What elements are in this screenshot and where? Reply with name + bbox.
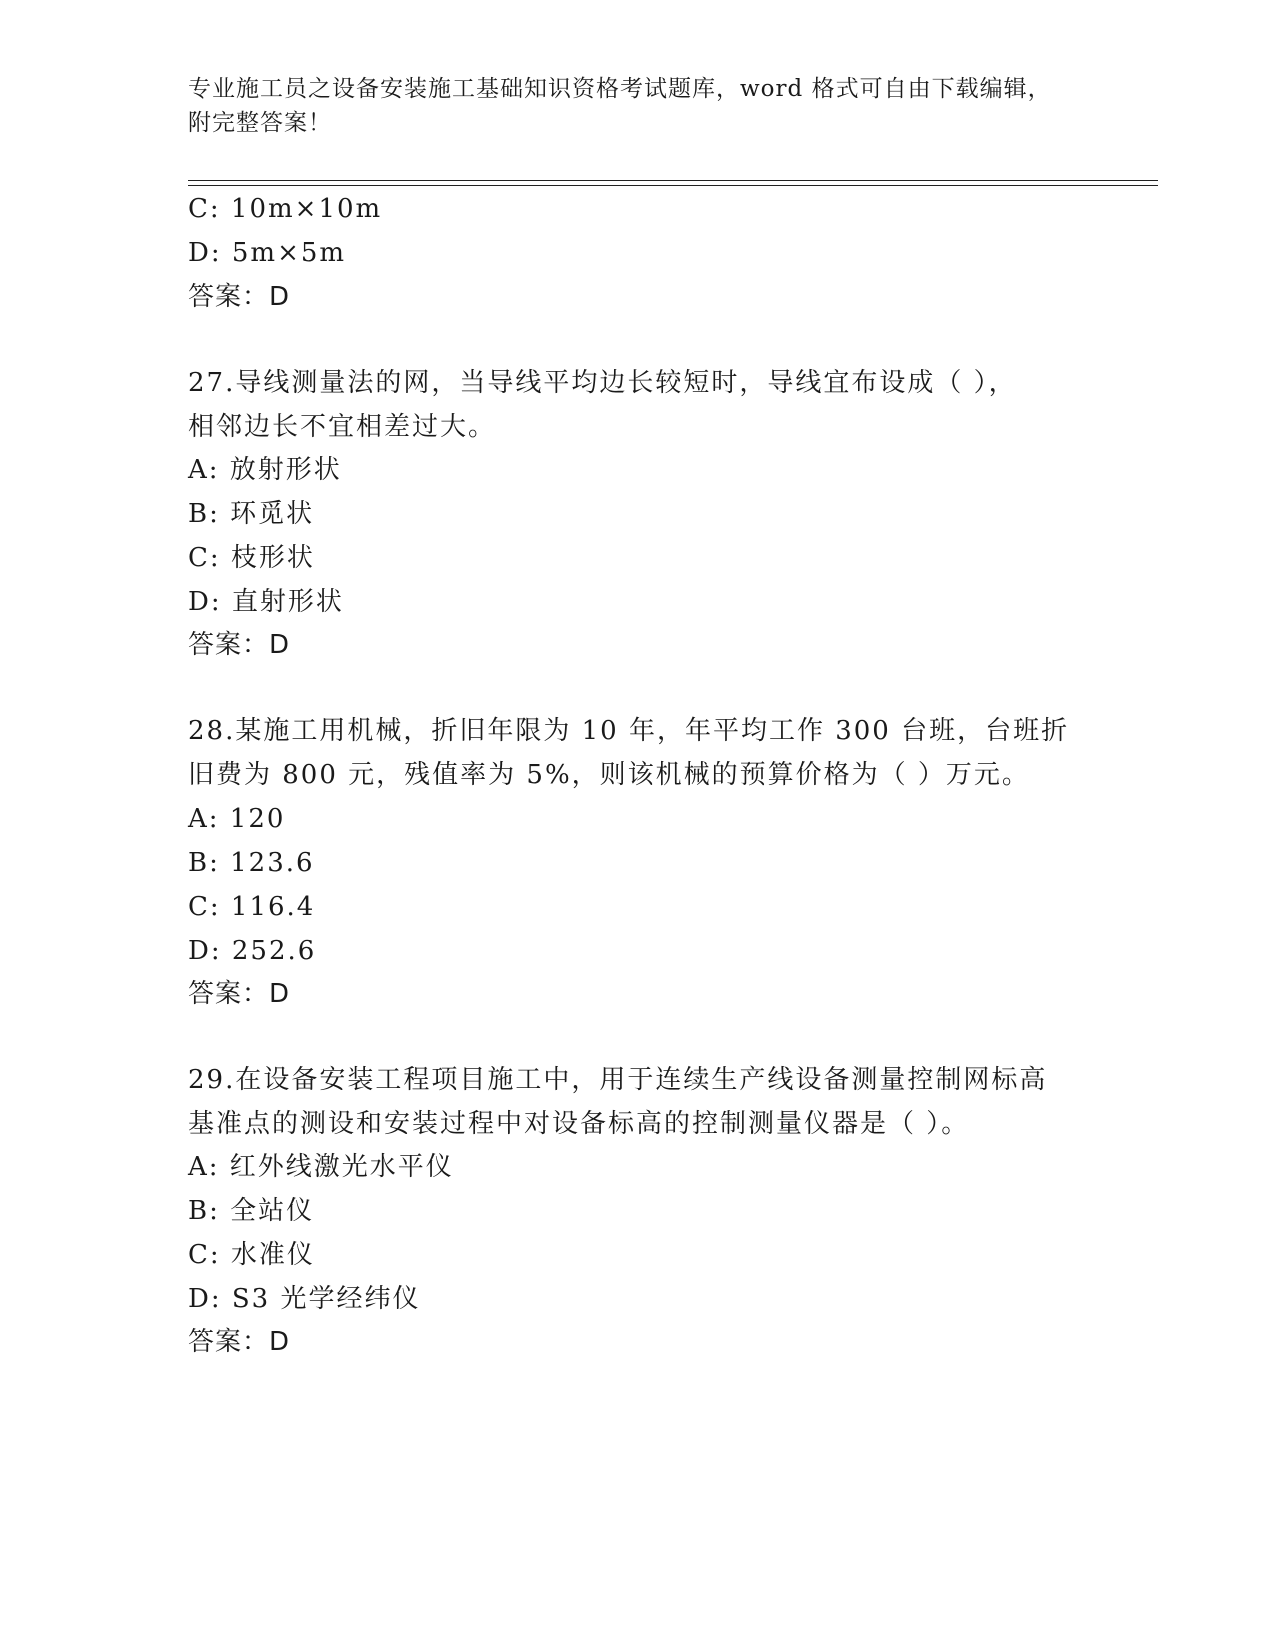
- option-a: A: 120: [188, 804, 286, 834]
- option-d: D: 直射形状: [188, 587, 344, 617]
- question-28-line-2: 旧费为 800 元，残值率为 5%，则该机械的预算价格为（ ）万元。: [188, 760, 1030, 790]
- option-c: C: 水准仪: [188, 1240, 315, 1270]
- option-d: D: 252.6: [188, 936, 317, 966]
- header-divider-bottom: [188, 185, 1158, 186]
- header-divider-top: [188, 180, 1158, 181]
- option-c: C: 116.4: [188, 892, 316, 922]
- answer-line: 答案：D: [188, 282, 291, 312]
- answer-line: 答案：D: [188, 1327, 291, 1357]
- question-29-line-1: 29.在设备安装工程项目施工中，用于连续生产线设备测量控制网标高: [188, 1065, 1048, 1095]
- option-b: B: 全站仪: [188, 1196, 315, 1226]
- option-d: D: S3 光学经纬仪: [188, 1284, 421, 1314]
- question-28-line-1: 28.某施工用机械，折旧年限为 10 年，年平均工作 300 台班，台班折: [188, 716, 1070, 746]
- question-27-line-1: 27.导线测量法的网，当导线平均边长较短时，导线宜布设成（ ），: [188, 368, 1017, 398]
- option-b: B: 环觅状: [188, 499, 315, 529]
- option-b: B: 123.6: [188, 848, 315, 878]
- header-line-2: 附完整答案！: [188, 110, 332, 136]
- document-header: [188, 72, 1068, 140]
- option-c: C: 10m×10m: [188, 194, 383, 224]
- option-a: A: 红外线激光水平仪: [188, 1152, 454, 1182]
- header-line-1: 专业施工员之设备安装施工基础知识资格考试题库，word 格式可自由下载编辑，: [188, 76, 1052, 102]
- answer-line: 答案：D: [188, 979, 291, 1009]
- answer-line: 答案：D: [188, 630, 291, 660]
- option-a: A: 放射形状: [188, 455, 342, 485]
- question-27-line-2: 相邻边长不宜相差过大。: [188, 412, 497, 442]
- question-29-line-2: 基准点的测设和安装过程中对设备标高的控制测量仪器是（ ）。: [188, 1109, 970, 1139]
- option-c: C: 枝形状: [188, 543, 315, 573]
- option-d: D: 5m×5m: [188, 238, 347, 268]
